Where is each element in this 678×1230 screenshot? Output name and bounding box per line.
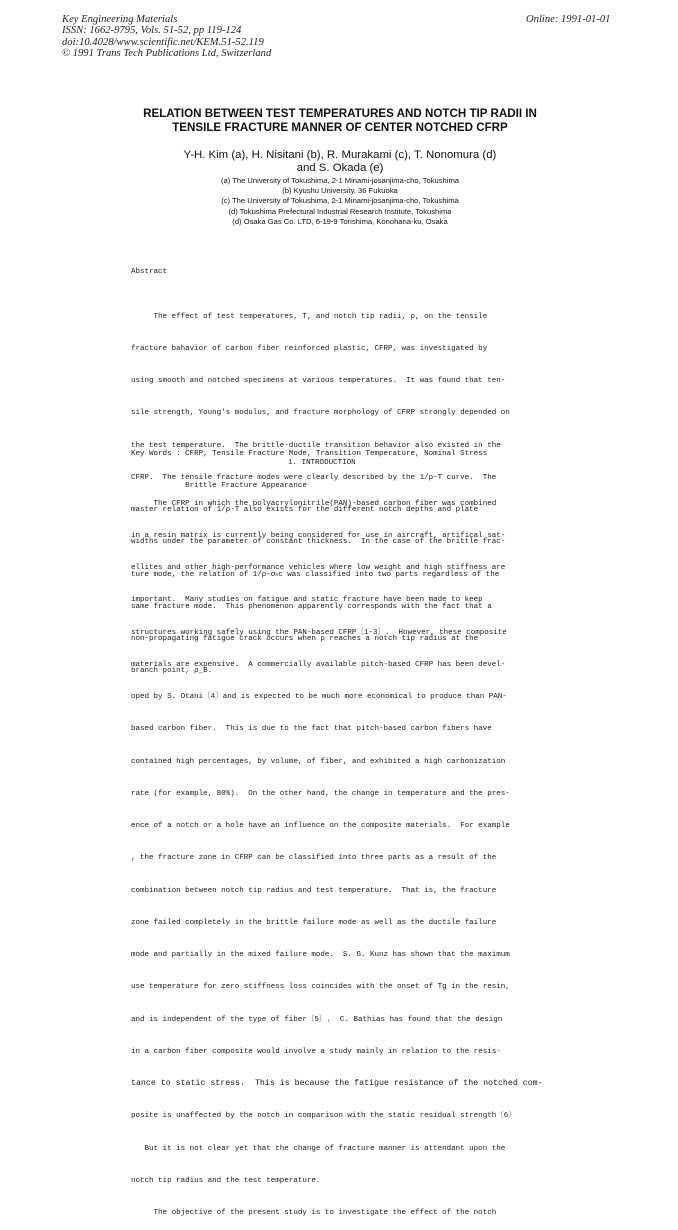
intro-line: , the fracture zone in CFRP can be classified into three parts as a result of the	[131, 854, 497, 863]
author-line: and S. Okada (e)	[296, 161, 384, 174]
abstract-line: same fracture mode. This phenomenon apparently corresponds with the fact that a	[131, 602, 492, 611]
intro-line: structures working safely using the PAN-based CFRP〔1-3〕. However, these composite	[131, 628, 507, 637]
copyright-notice: © 1991 Trans Tech Publications Ltd, Switzerland	[62, 48, 272, 60]
intro-line: posite is unaffected by the notch in comparison with the static residual strength〔6〕	[131, 1112, 516, 1121]
intro-line: tance to static stress. This is because the fatigue resistance of the notched com-	[131, 1079, 543, 1088]
affiliation-list	[100, 176, 580, 227]
title-line: RELATION BETWEEN TEST TEMPERATURES AND NOTCH TIP RADII IN	[143, 107, 537, 120]
journal-citation-block	[62, 14, 271, 60]
intro-line: contained high percentages, by volume, of fiber, and exhibited a high carbonization	[131, 757, 506, 766]
abstract-line: ture mode, the relation of 1/ρ-σₙc was classified into two parts regardless of the	[131, 570, 500, 579]
affiliation-d: (d) Tokushima Prefectural Industrial Research Institute, Tokushima	[228, 206, 452, 216]
keywords-line: Brittle Fracture Appearance	[131, 481, 307, 490]
intro-line: oped by S. Otani〔4〕and is expected to be much more economical to produce than PAN-	[131, 693, 507, 701]
intro-line: mode and partially in the mixed failure mode. S. G. Kunz has shown that the maximum	[131, 951, 510, 959]
abstract-line: The effect of test temperatures, T, and notch tip radii, ρ, on the tensile	[131, 312, 488, 321]
abstract-line: fracture bahavior of carbon fiber reinforced plastic, CFRP, was investigated by	[131, 344, 488, 353]
affiliation-e: (d) Osaka Gas Co. LTD, 6-19-9 Torishima, Konohana-ku, Osaka	[232, 216, 448, 226]
intro-line: and is independent of the type of fiber〔5〕. C. Bathias has found that the design	[131, 1015, 503, 1024]
intro-line: use temperature for zero stiffness loss coincides with the onset of Tg in the resin,	[131, 983, 510, 992]
author-list	[100, 149, 580, 174]
intro-line: in a resin matrix is currently being considered for use in aircraft, artifical sat-	[131, 531, 506, 540]
abstract-line: CFRP. The tensile fracture modes were clearly described by the 1/ρ-T curve. The	[131, 473, 497, 482]
intro-line: in a carbon fiber composite would involve a study mainly in relation to the resis-	[131, 1047, 501, 1056]
intro-line: ellites and other high-performance vehicles where low weight and high stiffness are	[131, 564, 506, 572]
affiliation-b: (b) Kyushu University, 36 Fukuoka	[282, 186, 398, 196]
introduction-body	[131, 477, 543, 1230]
intro-line: combination between notch tip radius and test temperature. That is, the fracture	[131, 886, 497, 895]
introduction-heading: 1. INTRODUCTION	[288, 459, 356, 467]
abstract-line: sile strength, Young's modulus, and fracture morphology of CFRP strongly depended on	[131, 409, 510, 418]
intro-line: notch tip radius and the test temperature.	[131, 1176, 321, 1185]
abstract-line: widths under the parameter of constant thickness. In the case of the brittle frac-	[131, 538, 506, 547]
affiliation-a: (a) The University of Tokushima, 2-1 Minami-josanjima-cho, Tokushima	[220, 176, 460, 185]
abstract-heading: Abstract	[131, 268, 168, 276]
abstract-line: the test temperature. The brittle-ductile transition behavior also existed in the	[131, 441, 501, 450]
intro-line: materials are expensive. A commercially available pitch-based CFRP has been devel-	[131, 660, 506, 669]
intro-line: important. Many studies on fatigue and static fracture have been made to keep	[131, 596, 483, 605]
paper-title	[100, 107, 580, 135]
intro-line: rate (for example, 80%). On the other hand, the change in temperature and the pres-	[131, 789, 510, 798]
intro-line: But it is not clear yet that the change of fracture manner is attendant upon the	[131, 1144, 506, 1153]
doi-link[interactable]: doi:10.4028/www.scientific.net/KEM.51-52.119	[62, 36, 264, 48]
abstract-line: branch point, ρ_B.	[131, 667, 213, 676]
online-date: Online: 1991-01-01	[526, 14, 611, 25]
keywords-line: Key Words : CFRP, Tensile Fracture Mode, Transition Temperature, Nominal Stress	[131, 449, 488, 458]
abstract-line: non-propagating fatigue crack occurs when ρ reaches a notch tip radius at the	[131, 635, 479, 643]
intro-line: The CFRP in which the polyacrylonitrile(PAN)-based carbon fiber was combined	[131, 499, 497, 508]
issn-volume-pages: ISSN: 1662-9795, Vols. 51-52, pp 119-124	[62, 25, 242, 37]
affiliation-c: (c) The University of Tokushima, 2-1 Minami-josanjima-cho, Tokushima	[221, 196, 459, 206]
intro-line: ence of a notch or a hole have an influence on the composite materials. For example	[131, 822, 510, 830]
abstract-line: using smooth and notched specimens at various temperatures. It was found that ten-	[131, 377, 506, 385]
abstract-line: master relation of 1/ρ-T also exists for the different notch depths and plate	[131, 506, 479, 514]
intro-line: zone failed completely in the brittle failure mode as well as the ductile failure	[131, 918, 497, 927]
intro-line: The objective of the present study is to investigate the effect of the notch	[131, 1209, 497, 1217]
journal-name: Key Engineering Materials	[62, 14, 178, 25]
intro-line: based carbon fiber. This is due to the fact that pitch-based carbon fibers have	[131, 725, 492, 734]
author-line: Y-H. Kim (a), H. Nisitani (b), R. Murakami (c), T. Nonomura (d)	[183, 149, 497, 161]
title-line: TENSILE FRACTURE MANNER OF CENTER NOTCHED CFRP	[172, 121, 508, 134]
